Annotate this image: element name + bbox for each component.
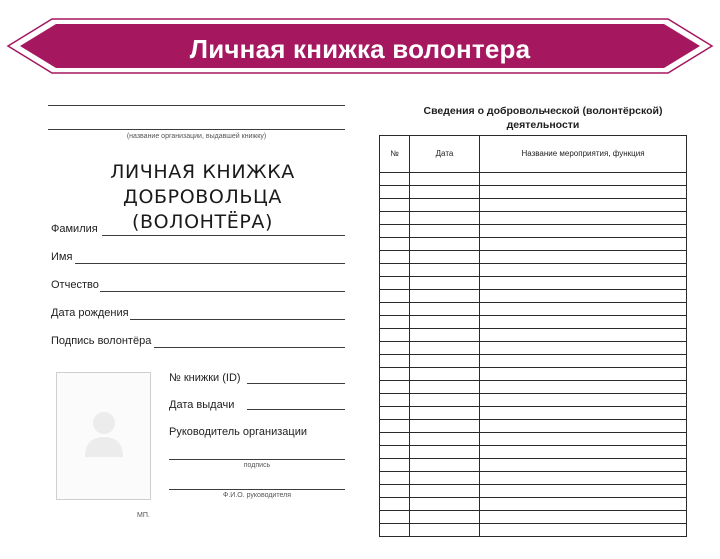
table-row [380, 524, 687, 537]
event-cell[interactable] [480, 524, 687, 537]
activity-title [380, 104, 706, 132]
number-cell[interactable] [380, 511, 410, 524]
date-cell[interactable] [410, 199, 480, 212]
number-cell[interactable] [380, 524, 410, 537]
table-row [380, 459, 687, 472]
number-cell[interactable] [380, 303, 410, 316]
date-cell[interactable] [410, 459, 480, 472]
event-cell[interactable] [480, 394, 687, 407]
table-row [380, 342, 687, 355]
surname-label: Фамилия [51, 223, 98, 235]
table-row [380, 407, 687, 420]
date-cell[interactable] [410, 329, 480, 342]
surname-field[interactable] [102, 235, 345, 236]
event-cell[interactable] [480, 225, 687, 238]
column-header-date: Дата [410, 136, 480, 173]
table-row [380, 355, 687, 368]
date-cell[interactable] [410, 472, 480, 485]
number-cell[interactable] [380, 394, 410, 407]
event-cell[interactable] [480, 303, 687, 316]
event-cell[interactable] [480, 446, 687, 459]
book-id-label: № книжки (ID) [169, 372, 241, 384]
date-cell[interactable] [410, 420, 480, 433]
table-row [380, 277, 687, 290]
number-cell[interactable] [380, 472, 410, 485]
event-cell[interactable] [480, 316, 687, 329]
event-cell[interactable] [480, 238, 687, 251]
book-id-field[interactable] [247, 383, 345, 384]
date-cell[interactable] [410, 290, 480, 303]
patronymic-field[interactable] [100, 291, 345, 292]
head-signature-field[interactable] [169, 459, 345, 460]
date-cell[interactable] [410, 355, 480, 368]
table-row [380, 329, 687, 342]
event-cell[interactable] [480, 433, 687, 446]
date-cell[interactable] [410, 511, 480, 524]
date-cell[interactable] [410, 173, 480, 186]
table-row [380, 316, 687, 329]
table-row [380, 472, 687, 485]
table-row [380, 368, 687, 381]
event-cell[interactable] [480, 342, 687, 355]
table-row [380, 433, 687, 446]
date-cell[interactable] [410, 277, 480, 290]
event-cell[interactable] [480, 420, 687, 433]
number-cell[interactable] [380, 251, 410, 264]
table-row [380, 511, 687, 524]
table-row [380, 186, 687, 199]
number-cell[interactable] [380, 342, 410, 355]
number-cell[interactable] [380, 381, 410, 394]
number-cell[interactable] [380, 407, 410, 420]
number-cell[interactable] [380, 329, 410, 342]
number-cell[interactable] [380, 264, 410, 277]
number-cell[interactable] [380, 238, 410, 251]
book-title-line-2: ДОБРОВОЛЬЦА (ВОЛОНТЁРА) [123, 186, 282, 233]
table-row [380, 420, 687, 433]
date-cell[interactable] [410, 433, 480, 446]
date-cell[interactable] [410, 498, 480, 511]
org-name-line-2[interactable] [48, 129, 345, 130]
activity-title-line-2: деятельности [506, 119, 580, 131]
volunteer-signature-label: Подпись волонтёра [51, 335, 152, 347]
number-cell[interactable] [380, 446, 410, 459]
event-cell[interactable] [480, 251, 687, 264]
table-row [380, 251, 687, 264]
org-name-line-1[interactable] [48, 105, 345, 106]
date-cell[interactable] [410, 368, 480, 381]
person-silhouette-icon [57, 373, 150, 499]
date-cell[interactable] [410, 485, 480, 498]
activity-records-table [379, 135, 687, 537]
date-cell[interactable] [410, 381, 480, 394]
event-cell[interactable] [480, 511, 687, 524]
date-cell[interactable] [410, 212, 480, 225]
org-caption: (название организации, выдавшей книжку) [126, 133, 267, 140]
patronymic-label: Отчество [51, 279, 99, 291]
number-cell[interactable] [380, 459, 410, 472]
event-cell[interactable] [480, 472, 687, 485]
column-header-event: Название мероприятия, функция [480, 136, 687, 173]
number-cell[interactable] [380, 355, 410, 368]
number-cell[interactable] [380, 225, 410, 238]
table-row [380, 303, 687, 316]
name-label: Имя [51, 251, 73, 263]
event-cell[interactable] [480, 277, 687, 290]
table-row [380, 264, 687, 277]
number-cell[interactable] [380, 498, 410, 511]
event-cell[interactable] [480, 212, 687, 225]
table-row [380, 381, 687, 394]
event-cell[interactable] [480, 355, 687, 368]
volunteer-signature-field[interactable] [154, 347, 345, 348]
number-cell[interactable] [380, 212, 410, 225]
number-cell[interactable] [380, 316, 410, 329]
table-row [380, 485, 687, 498]
event-cell[interactable] [480, 407, 687, 420]
number-cell[interactable] [380, 173, 410, 186]
event-cell[interactable] [480, 173, 687, 186]
number-cell[interactable] [380, 420, 410, 433]
event-cell[interactable] [480, 485, 687, 498]
number-cell[interactable] [380, 290, 410, 303]
table-row [380, 394, 687, 407]
activity-title-line-1: Сведения о добровольческой (волонтёрской) [423, 105, 663, 117]
date-cell[interactable] [410, 342, 480, 355]
photo-placeholder[interactable] [56, 372, 151, 500]
date-cell[interactable] [410, 303, 480, 316]
date-cell[interactable] [410, 238, 480, 251]
table-row [380, 290, 687, 303]
fio-caption: Ф.И.О. руководителя [223, 492, 291, 499]
number-cell[interactable] [380, 199, 410, 212]
birth-date-field[interactable] [130, 319, 345, 320]
date-cell[interactable] [410, 524, 480, 537]
date-cell[interactable] [410, 251, 480, 264]
table-header-row [380, 136, 687, 173]
table-row [380, 173, 687, 186]
number-cell[interactable] [380, 368, 410, 381]
date-cell[interactable] [410, 446, 480, 459]
date-cell[interactable] [410, 186, 480, 199]
head-of-organization-label: Руководитель организации [169, 426, 308, 438]
number-cell[interactable] [380, 485, 410, 498]
table-row [380, 238, 687, 251]
head-fio-field[interactable] [169, 489, 345, 490]
signature-caption: подпись [243, 462, 271, 469]
event-cell[interactable] [480, 264, 687, 277]
event-cell[interactable] [480, 199, 687, 212]
table-row [380, 225, 687, 238]
number-cell[interactable] [380, 186, 410, 199]
table-row [380, 199, 687, 212]
date-cell[interactable] [410, 264, 480, 277]
date-cell[interactable] [410, 316, 480, 329]
stamp-label: МП. [137, 512, 150, 519]
book-title-line-1: ЛИЧНАЯ КНИЖКА [110, 161, 295, 183]
table-body [380, 173, 687, 537]
event-cell[interactable] [480, 368, 687, 381]
table-row [380, 446, 687, 459]
event-cell[interactable] [480, 329, 687, 342]
table-row [380, 212, 687, 225]
name-field[interactable] [75, 263, 345, 264]
event-cell[interactable] [480, 498, 687, 511]
birth-date-label: Дата рождения [51, 307, 129, 319]
event-cell[interactable] [480, 381, 687, 394]
date-cell[interactable] [410, 394, 480, 407]
event-cell[interactable] [480, 459, 687, 472]
date-cell[interactable] [410, 407, 480, 420]
event-cell[interactable] [480, 186, 687, 199]
issue-date-field[interactable] [247, 409, 345, 410]
column-header-number: № [380, 136, 410, 173]
table-row [380, 498, 687, 511]
event-cell[interactable] [480, 290, 687, 303]
date-cell[interactable] [410, 225, 480, 238]
number-cell[interactable] [380, 433, 410, 446]
issue-date-label: Дата выдачи [169, 399, 235, 411]
banner-title: Личная книжка волонтера [189, 34, 531, 64]
number-cell[interactable] [380, 277, 410, 290]
